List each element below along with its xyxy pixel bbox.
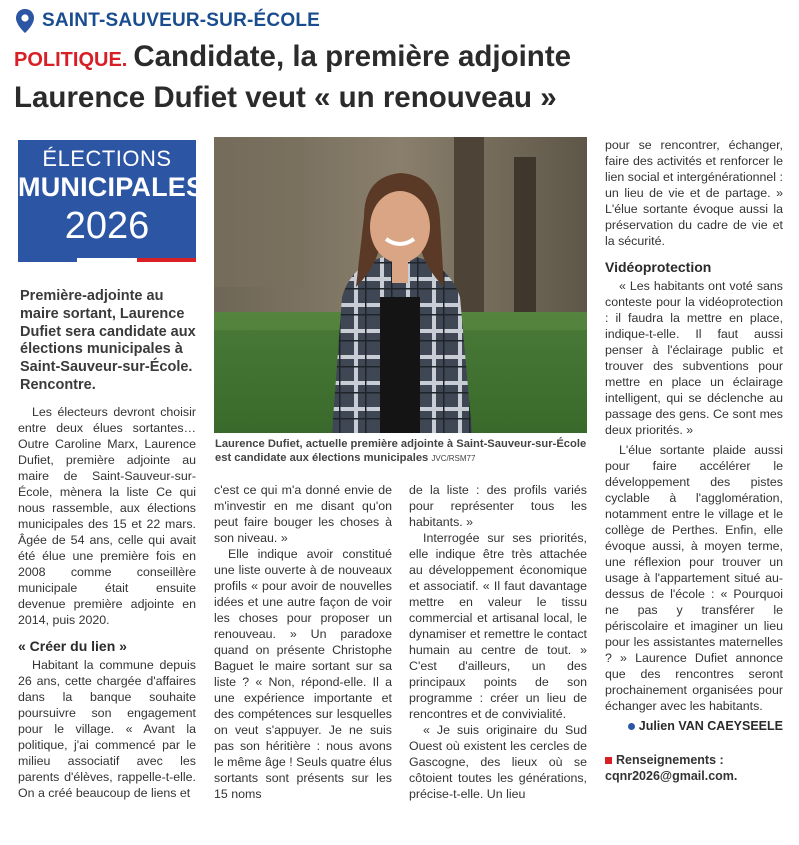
tricolor-stripe (18, 258, 196, 262)
column-2 (214, 482, 392, 802)
column-3-paragraph-1: de la liste : des profils variés pour représenter tous les habitants. » (409, 483, 587, 529)
headline-line-2: Laurence Dufiet veut « un renouveau » (14, 81, 557, 114)
column-2-paragraph-1: c'est ce qui m'a donné envie de m'investir en me disant qu'on peut faire bouger les choses à son niveau. » (214, 483, 392, 545)
standfirst: Première-adjointe au maire sortant, Laurence Dufiet sera candidate aux élections municipales à Saint-Sauveur-sur-École. Rencontre. (20, 288, 196, 393)
column-4 (605, 137, 783, 784)
info-square-icon (605, 757, 612, 764)
info-email[interactable]: cqnr2026@gmail.com. (605, 769, 738, 783)
rubric-label: POLITIQUE. (14, 49, 128, 71)
info-label: Renseignements : (616, 753, 724, 767)
subhead-creer-du-lien: « Créer du lien » (18, 638, 127, 654)
elections-banner-line1: ÉLECTIONS (42, 146, 172, 171)
subhead-videoprotection: Vidéoprotection (605, 259, 712, 275)
column-1 (18, 404, 196, 801)
location-line (14, 6, 320, 36)
byline-bullet-icon (628, 723, 635, 730)
headline (14, 38, 789, 116)
headline-line-1: Candidate, la première adjointe (133, 40, 572, 73)
author-name: Julien VAN CAEYSEELE (638, 719, 783, 733)
column-2-paragraph-2: Elle indique avoir constitué une liste ouverte à de nouveaux profils « pour avoir de nouvelles idées et une autre façon de voir les choses pour proposer un renouveau. » Un paradoxe quand on présente Christophe Baguet le maire sortant sur sa liste ? « Non, répond-elle. Il a une expérience importante et des compétences sur lesquelles on veut s'appuyer. Je ne suis pas son héritière : nous avons le même âge ! Seuls quatre élus sortants sont présents sur les 15 noms (214, 547, 392, 801)
author-byline (605, 718, 783, 734)
portrait-photo (214, 137, 587, 433)
location-label: SAINT-SAUVEUR-SUR-ÉCOLE (42, 10, 321, 31)
column-4-paragraph-2: « Les habitants ont voté sans conteste pour la vidéoprotection : il faudra la mettre en place, indique-t-elle. Il faut aussi penser à l'éclairage public et trouver des subventions pour mettre en place un éclairage intelligent, qui se déclenche au passage des gens. Ce sont mes deux priorités. » (605, 279, 783, 437)
map-pin-icon (14, 8, 36, 34)
column-4-paragraph-1: pour se rencontrer, échanger, faire des activités et renforcer le lien social et intergénérationnel : un lieu de vie et de partage. » L'élue sortante évoque aussi la préservation du cadre de vie et la sécurité. (605, 138, 783, 248)
elections-banner-year: 2026 (64, 205, 150, 247)
column-1-paragraph-1: Les électeurs devront choisir entre deux élues sortantes… Outre Caroline Marx, Laurence Dufiet, première adjointe au maire de Saint-Sauveur-sur-École, mènera la liste Ce qui nous rassemble, aux élections municipales des 15 et 22 mars. Âgée de 54 ans, celle qui avait été élue une première fois en 2008 comme conseillère municipale était ensuite devenue première adjointe en 2014, puis 2020. (18, 405, 196, 627)
elections-banner (18, 140, 205, 258)
column-4-paragraph-3: L'élue sortante plaide aussi pour faire accélérer le développement des pistes cyclable à l'agglomération, notamment entre le village et le collège de Perthes. Enfin, elle évoque aussi, à moyen terme, une réflexion pour trouver un usage à l'appartement situé au-dessus de l'école : « Pourquoi ne pas y transférer le périscolaire et imaginer un lieu pour les assistantes maternelles ? » Laurence Dufiet annonce que des rencontres seront prochainement organisées pour échanger avec les habitants. (605, 443, 783, 713)
photo-caption (215, 437, 587, 466)
elections-banner-line2: MUNICIPALES (18, 172, 205, 202)
column-3-paragraph-3: « Je suis originaire du Sud Ouest où existent les cercles de Gascogne, des lieux où se côtoient toutes les générations, précise-t-elle. Un lieu (409, 723, 587, 801)
photo-caption-text: Laurence Dufiet, actuelle première adjointe à Saint-Sauveur-sur-École est candidate aux élections municipales (215, 438, 587, 464)
column-3 (409, 482, 587, 802)
photo-credit: JVC/RSM77 (431, 454, 476, 463)
column-3-paragraph-2: Interrogée sur ses priorités, elle indique être très attachée au développement économique et associatif. « Il faut davantage mettre en valeur le tissu commercial et artisanal local, le dynamiser et remettre le contact humain au centre de tout. » C'est d'ailleurs, un des principaux points de son programme : créer un lieu de rencontres et de convivialité. (409, 531, 587, 721)
column-1-paragraph-2: Habitant la commune depuis 26 ans, cette chargée d'affaires dans la banque souhaite poursuivre son engagement pour le village. « Avant la politique, j'ai commencé par le milieu associatif avec les parents d'élèves, rappelle-t-elle. On a créé beaucoup de liens et (18, 658, 196, 800)
info-box (605, 752, 783, 784)
